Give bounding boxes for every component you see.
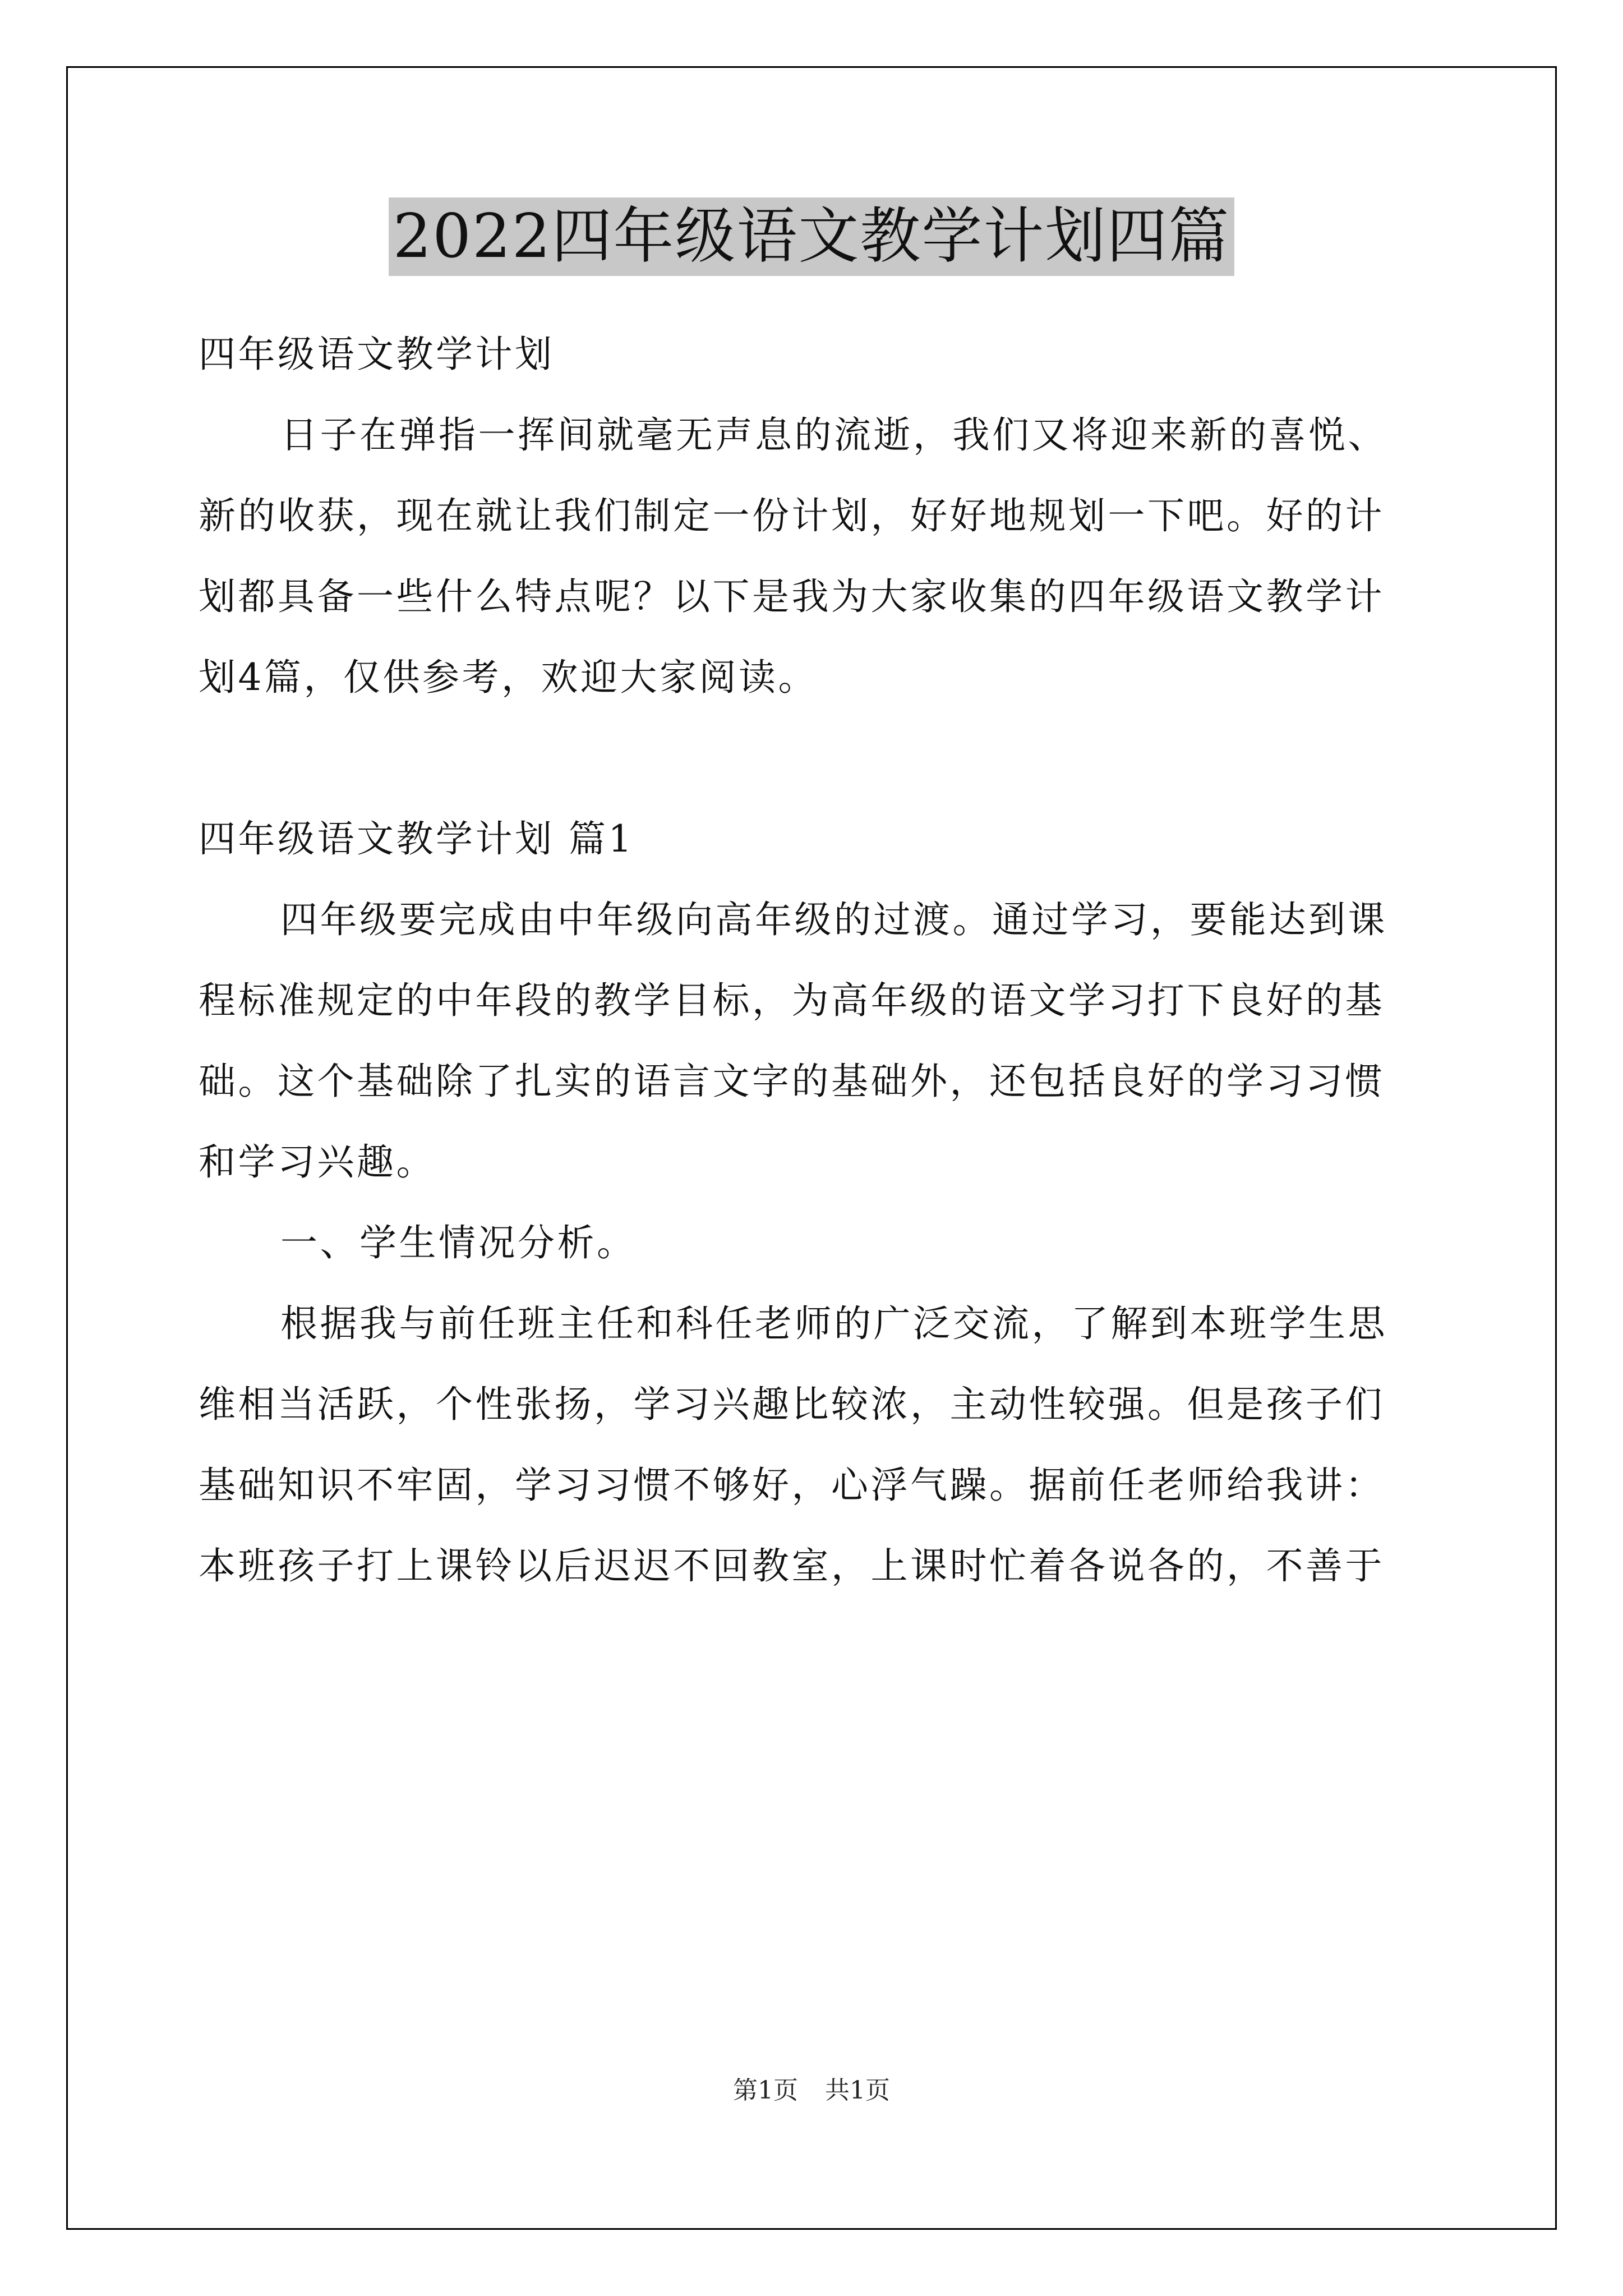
section-heading: 四年级语文教学计划 篇1 [199,817,634,861]
paragraph-line: 础。这个基础除了扎实的语言文字的基础外，还包括良好的学习习惯 [199,1060,1385,1103]
paragraph-line: 基础知识不牢固，学习习惯不够好，心浮气躁。据前任老师给我讲： [199,1464,1385,1507]
paragraph-line: 本班孩子打上课铃以后迟迟不回教室，上课时忙着各说各的，不善于 [199,1544,1385,1588]
paragraph-line: 四年级要完成由中年级向高年级的过渡。通过学习，要能达到课 [280,898,1387,941]
document-body [199,314,1430,1607]
page-total: 共1页 [825,2076,890,2105]
intro-line: 划都具备一些什么特点呢？以下是我为大家收集的四年级语文教学计 [199,575,1385,618]
intro-line: 新的收获，现在就让我们制定一份计划，好好地规划一下吧。好的计 [199,494,1385,537]
intro-line: 日子在弹指一挥间就毫无声息的流逝，我们又将迎来新的喜悦、 [280,413,1387,457]
paragraph-gap [199,718,1430,799]
page-number: 第1页 [733,2076,798,2105]
paragraph-line: 和学习兴趣。 [199,1140,436,1184]
document-title: 2022四年级语文教学计划四篇 [389,197,1235,276]
paragraph-line: 程标准规定的中年段的教学目标，为高年级的语文学习打下良好的基 [199,979,1385,1022]
paragraph-line: 根据我与前任班主任和科任老师的广泛交流，了解到本班学生思 [280,1302,1387,1345]
subheading: 一、学生情况分析。 [280,1221,637,1264]
intro-line: 划4篇，仅供参考，欢迎大家阅读。 [199,656,818,699]
paragraph-line: 维相当活跃，个性张扬，学习兴趣比较浓，主动性较强。但是孩子们 [199,1383,1385,1426]
intro-heading: 四年级语文教学计划 [199,333,555,376]
page-footer [0,2070,1623,2106]
title-wrap [0,197,1623,276]
